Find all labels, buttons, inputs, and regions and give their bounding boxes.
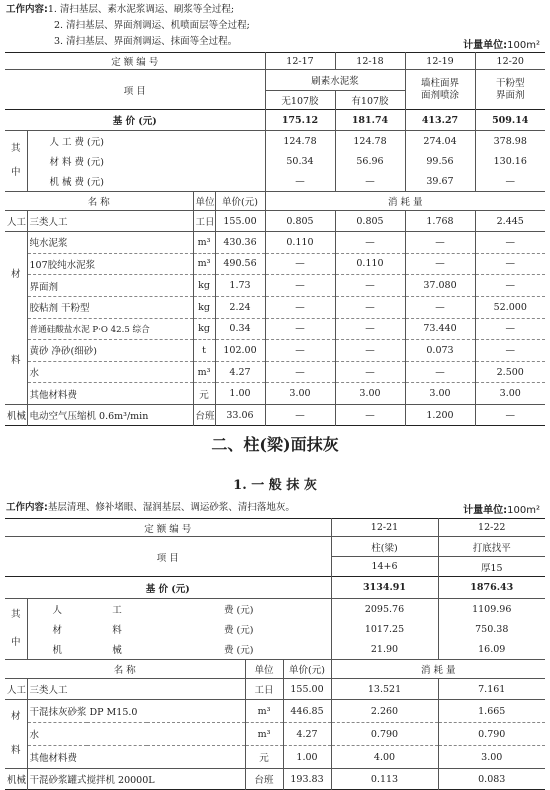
consumption-value: — <box>405 253 475 275</box>
consumption-value: 0.083 <box>438 769 545 790</box>
consumption-value: — <box>405 296 475 318</box>
resource-unit: t <box>193 340 215 362</box>
cost-side-label <box>5 131 27 192</box>
consumption-value: 73.440 <box>405 318 475 340</box>
cost-value: — <box>335 171 405 192</box>
cost-value: 750.38 <box>438 619 545 639</box>
resource-unit: m³ <box>193 253 215 275</box>
quota-code: 12-19 <box>405 53 475 70</box>
item-subtitle: 14+6 <box>331 557 438 577</box>
consumption-value: 2.500 <box>475 361 545 383</box>
consumption-header: 消 耗 量 <box>331 660 545 679</box>
item-subtitle: 厚15 <box>438 557 545 577</box>
cost-side-label <box>5 599 27 660</box>
consumption-value: 0.113 <box>331 769 438 790</box>
side-char: 中 <box>10 167 21 178</box>
quota-code: 12-17 <box>265 53 335 70</box>
price-header: 单价(元) <box>283 660 331 679</box>
unit-value: 100m² <box>507 40 540 51</box>
resource-name: 三类人工 <box>27 679 245 700</box>
subsection-title: 1. 一 般 抹 灰 <box>233 478 317 493</box>
category-char: 料 <box>10 745 21 756</box>
resource-price: 430.36 <box>215 232 265 254</box>
resource-unit: kg <box>193 296 215 318</box>
category-label: 人工 <box>5 679 27 700</box>
resource-name: 水 <box>27 723 245 746</box>
quota-code: 12-18 <box>335 53 405 70</box>
consumption-value: 3.00 <box>438 746 545 769</box>
resource-unit: m³ <box>245 723 283 746</box>
work-line: 3. 清扫基层、界面剂调运、抹面等全过程。 <box>54 36 238 47</box>
consumption-value: — <box>335 405 405 426</box>
resource-price: 1.00 <box>215 383 265 405</box>
consumption-value: 7.161 <box>438 679 545 700</box>
consumption-value: — <box>265 405 335 426</box>
consumption-value: 3.00 <box>265 383 335 405</box>
item-subtitle: 干粉型 界面剂 <box>475 70 545 110</box>
cost-value: 39.67 <box>405 171 475 192</box>
resource-name: 黄砂 净砂(细砂) <box>27 340 193 362</box>
resource-name: 普通硅酸盐水泥 P·O 42.5 综合 <box>27 318 193 340</box>
category-label: 机械 <box>5 405 27 426</box>
unit-header: 单位 <box>193 192 215 211</box>
work-line: 基层清理、修补堵眼、湿润基层、调运砂浆、清扫落地灰。 <box>47 502 295 513</box>
cost-value: 130.16 <box>475 151 545 171</box>
resource-unit: 台班 <box>245 769 283 790</box>
consumption-value: — <box>335 232 405 254</box>
category-char: 材 <box>10 269 21 280</box>
consumption-value: 13.521 <box>331 679 438 700</box>
consumption-value: 0.790 <box>438 723 545 746</box>
side-char: 其 <box>10 609 21 620</box>
unit-line-1 <box>463 36 540 51</box>
material-category <box>5 232 27 405</box>
resource-unit: 台班 <box>193 405 215 426</box>
consumption-value: — <box>265 253 335 275</box>
resource-name: 纯水泥浆 <box>27 232 193 254</box>
quota-code: 12-21 <box>331 519 438 537</box>
cost-name: 人 工 费 (元) <box>27 131 265 152</box>
quota-code-header: 定 额 编 号 <box>144 523 192 535</box>
consumption-value: — <box>335 275 405 297</box>
work-line: 2. 清扫基层、界面剂调运、机喷面层等全过程; <box>54 20 250 31</box>
resource-price: 490.56 <box>215 253 265 275</box>
resource-name: 界面剂 <box>27 275 193 297</box>
resource-unit: 元 <box>245 746 283 769</box>
consumption-value: — <box>405 232 475 254</box>
side-char: 其 <box>10 143 21 154</box>
quota-code: 12-20 <box>475 53 545 70</box>
cost-name: 人 <box>27 599 87 620</box>
consumption-value: — <box>335 318 405 340</box>
consumption-value: — <box>265 318 335 340</box>
resource-price: 193.83 <box>283 769 331 790</box>
base-price-value: 181.74 <box>335 110 405 131</box>
quota-code: 12-22 <box>438 519 545 537</box>
cost-value: 1017.25 <box>331 619 438 639</box>
item-subtitle: 柱(梁) <box>331 537 438 557</box>
item-header: 项 目 <box>5 70 265 110</box>
resource-price: 4.27 <box>215 361 265 383</box>
consumption-value: — <box>335 296 405 318</box>
cost-value: — <box>475 171 545 192</box>
work-content-label: 工作内容: <box>6 502 48 513</box>
name-header: 名 称 <box>5 660 245 679</box>
base-price-value: 175.12 <box>265 110 335 131</box>
resource-price: 2.24 <box>215 296 265 318</box>
category-label: 机械 <box>5 769 27 790</box>
unit-label: 计量单位: <box>463 505 508 516</box>
cost-value: 124.78 <box>265 131 335 152</box>
consumption-value: 0.073 <box>405 340 475 362</box>
resource-name: 干混抹灰砂浆 DP M15.0 <box>27 700 245 723</box>
cost-value: 56.96 <box>335 151 405 171</box>
name-header: 名 称 <box>5 192 193 211</box>
resource-unit: 工日 <box>193 211 215 232</box>
resource-price: 33.06 <box>215 405 265 426</box>
consumption-value: 1.665 <box>438 700 545 723</box>
side-char: 中 <box>10 637 21 648</box>
work-content-2 <box>6 500 295 516</box>
work-content-label: 工作内容: <box>6 4 48 15</box>
item-subtitle: 无107胶 <box>265 91 335 110</box>
cost-value: 274.04 <box>405 131 475 152</box>
resource-name: 107胶纯水泥浆 <box>27 253 193 275</box>
consumption-value: — <box>475 253 545 275</box>
consumption-value: 0.805 <box>265 211 335 232</box>
resource-price: 0.34 <box>215 318 265 340</box>
quota-table-1 <box>5 52 545 426</box>
resource-price: 102.00 <box>215 340 265 362</box>
work-line: 1. 清扫基层、素水泥浆调运、刷浆等全过程; <box>47 4 235 15</box>
cost-name: 工 <box>87 599 147 620</box>
cost-name: 费 (元) <box>224 625 254 636</box>
consumption-value: 2.260 <box>331 700 438 723</box>
consumption-value: 3.00 <box>475 383 545 405</box>
consumption-value: — <box>405 361 475 383</box>
resource-unit: kg <box>193 318 215 340</box>
consumption-value: — <box>335 361 405 383</box>
consumption-value: 4.00 <box>331 746 438 769</box>
cost-name: 料 <box>112 625 122 636</box>
category-char: 料 <box>10 355 21 366</box>
consumption-value: 52.000 <box>475 296 545 318</box>
base-price-value: 413.27 <box>405 110 475 131</box>
resource-price: 155.00 <box>283 679 331 700</box>
consumption-value: 0.110 <box>335 253 405 275</box>
cost-value: 1109.96 <box>438 599 545 620</box>
resource-unit: kg <box>193 275 215 297</box>
base-price-label: 基 价 (元) <box>5 577 331 599</box>
item-subtitle: 有107胶 <box>335 91 405 110</box>
cost-value: 378.98 <box>475 131 545 152</box>
consumption-value: 0.790 <box>331 723 438 746</box>
consumption-value: 2.445 <box>475 211 545 232</box>
cost-name: 材 料 费 (元) <box>27 151 265 171</box>
consumption-value: — <box>475 275 545 297</box>
consumption-value: — <box>475 232 545 254</box>
group-title: 刷素水泥浆 <box>265 70 405 91</box>
consumption-value: 0.805 <box>335 211 405 232</box>
consumption-value: 1.768 <box>405 211 475 232</box>
consumption-value: — <box>335 340 405 362</box>
resource-price: 155.00 <box>215 211 265 232</box>
cost-name: 费 (元) <box>147 599 331 620</box>
base-price-value: 509.14 <box>475 110 545 131</box>
resource-price: 1.73 <box>215 275 265 297</box>
cost-value: 16.09 <box>438 639 545 660</box>
cost-name: 机 械 费 (元) <box>27 171 265 192</box>
resource-unit: m³ <box>245 700 283 723</box>
quota-code-header: 定 额 编 号 <box>111 57 159 68</box>
cost-name: 费 (元) <box>224 645 254 656</box>
consumption-value: — <box>475 405 545 426</box>
resource-name: 胶粘剂 干粉型 <box>27 296 193 318</box>
consumption-value: 37.080 <box>405 275 475 297</box>
unit-line-2 <box>463 501 540 516</box>
cost-name: 械 <box>112 645 122 656</box>
consumption-value: 3.00 <box>405 383 475 405</box>
material-category <box>5 700 27 769</box>
unit-header: 单位 <box>245 660 283 679</box>
resource-price: 4.27 <box>283 723 331 746</box>
unit-value: 100m² <box>507 505 540 516</box>
cost-name: 机 <box>27 639 87 660</box>
consumption-header: 消 耗 量 <box>265 192 545 211</box>
cost-value: 124.78 <box>335 131 405 152</box>
section-title: 二、柱(梁)面抹灰 <box>211 435 339 454</box>
resource-unit: m³ <box>193 232 215 254</box>
resource-unit: m³ <box>193 361 215 383</box>
consumption-value: 1.200 <box>405 405 475 426</box>
unit-label: 计量单位: <box>463 40 508 51</box>
item-subtitle: 打底找平 <box>438 537 545 557</box>
cost-value: 2095.76 <box>331 599 438 620</box>
base-price-value: 1876.43 <box>438 577 545 599</box>
resource-price: 1.00 <box>283 746 331 769</box>
resource-name: 三类人工 <box>27 211 193 232</box>
consumption-value: 3.00 <box>335 383 405 405</box>
resource-name: 水 <box>27 361 193 383</box>
consumption-value: 0.110 <box>265 232 335 254</box>
consumption-value: — <box>265 275 335 297</box>
consumption-value: — <box>265 361 335 383</box>
item-subtitle: 墙柱面界 面剂喷涂 <box>405 70 475 110</box>
category-char: 材 <box>10 711 21 722</box>
cost-name: 材 <box>27 619 87 639</box>
base-price-label: 基 价 (元) <box>5 110 265 131</box>
resource-name: 电动空气压缩机 0.6m³/min <box>27 405 193 426</box>
category-label: 人工 <box>5 211 27 232</box>
item-header: 项 目 <box>5 537 331 577</box>
cost-value: — <box>265 171 335 192</box>
work-content-1 <box>6 2 250 50</box>
consumption-value: — <box>265 340 335 362</box>
cost-value: 99.56 <box>405 151 475 171</box>
base-price-value: 3134.91 <box>331 577 438 599</box>
cost-value: 21.90 <box>331 639 438 660</box>
resource-name: 其他材料费 <box>27 746 245 769</box>
consumption-value: — <box>475 340 545 362</box>
consumption-value: — <box>265 296 335 318</box>
resource-price: 446.85 <box>283 700 331 723</box>
resource-name: 其他材料费 <box>27 383 193 405</box>
cost-value: 50.34 <box>265 151 335 171</box>
consumption-value: — <box>475 318 545 340</box>
resource-name: 干混砂浆罐式搅拌机 20000L <box>27 769 245 790</box>
quota-table-2 <box>5 518 545 790</box>
resource-unit: 工日 <box>245 679 283 700</box>
price-header: 单价(元) <box>215 192 265 211</box>
resource-unit: 元 <box>193 383 215 405</box>
